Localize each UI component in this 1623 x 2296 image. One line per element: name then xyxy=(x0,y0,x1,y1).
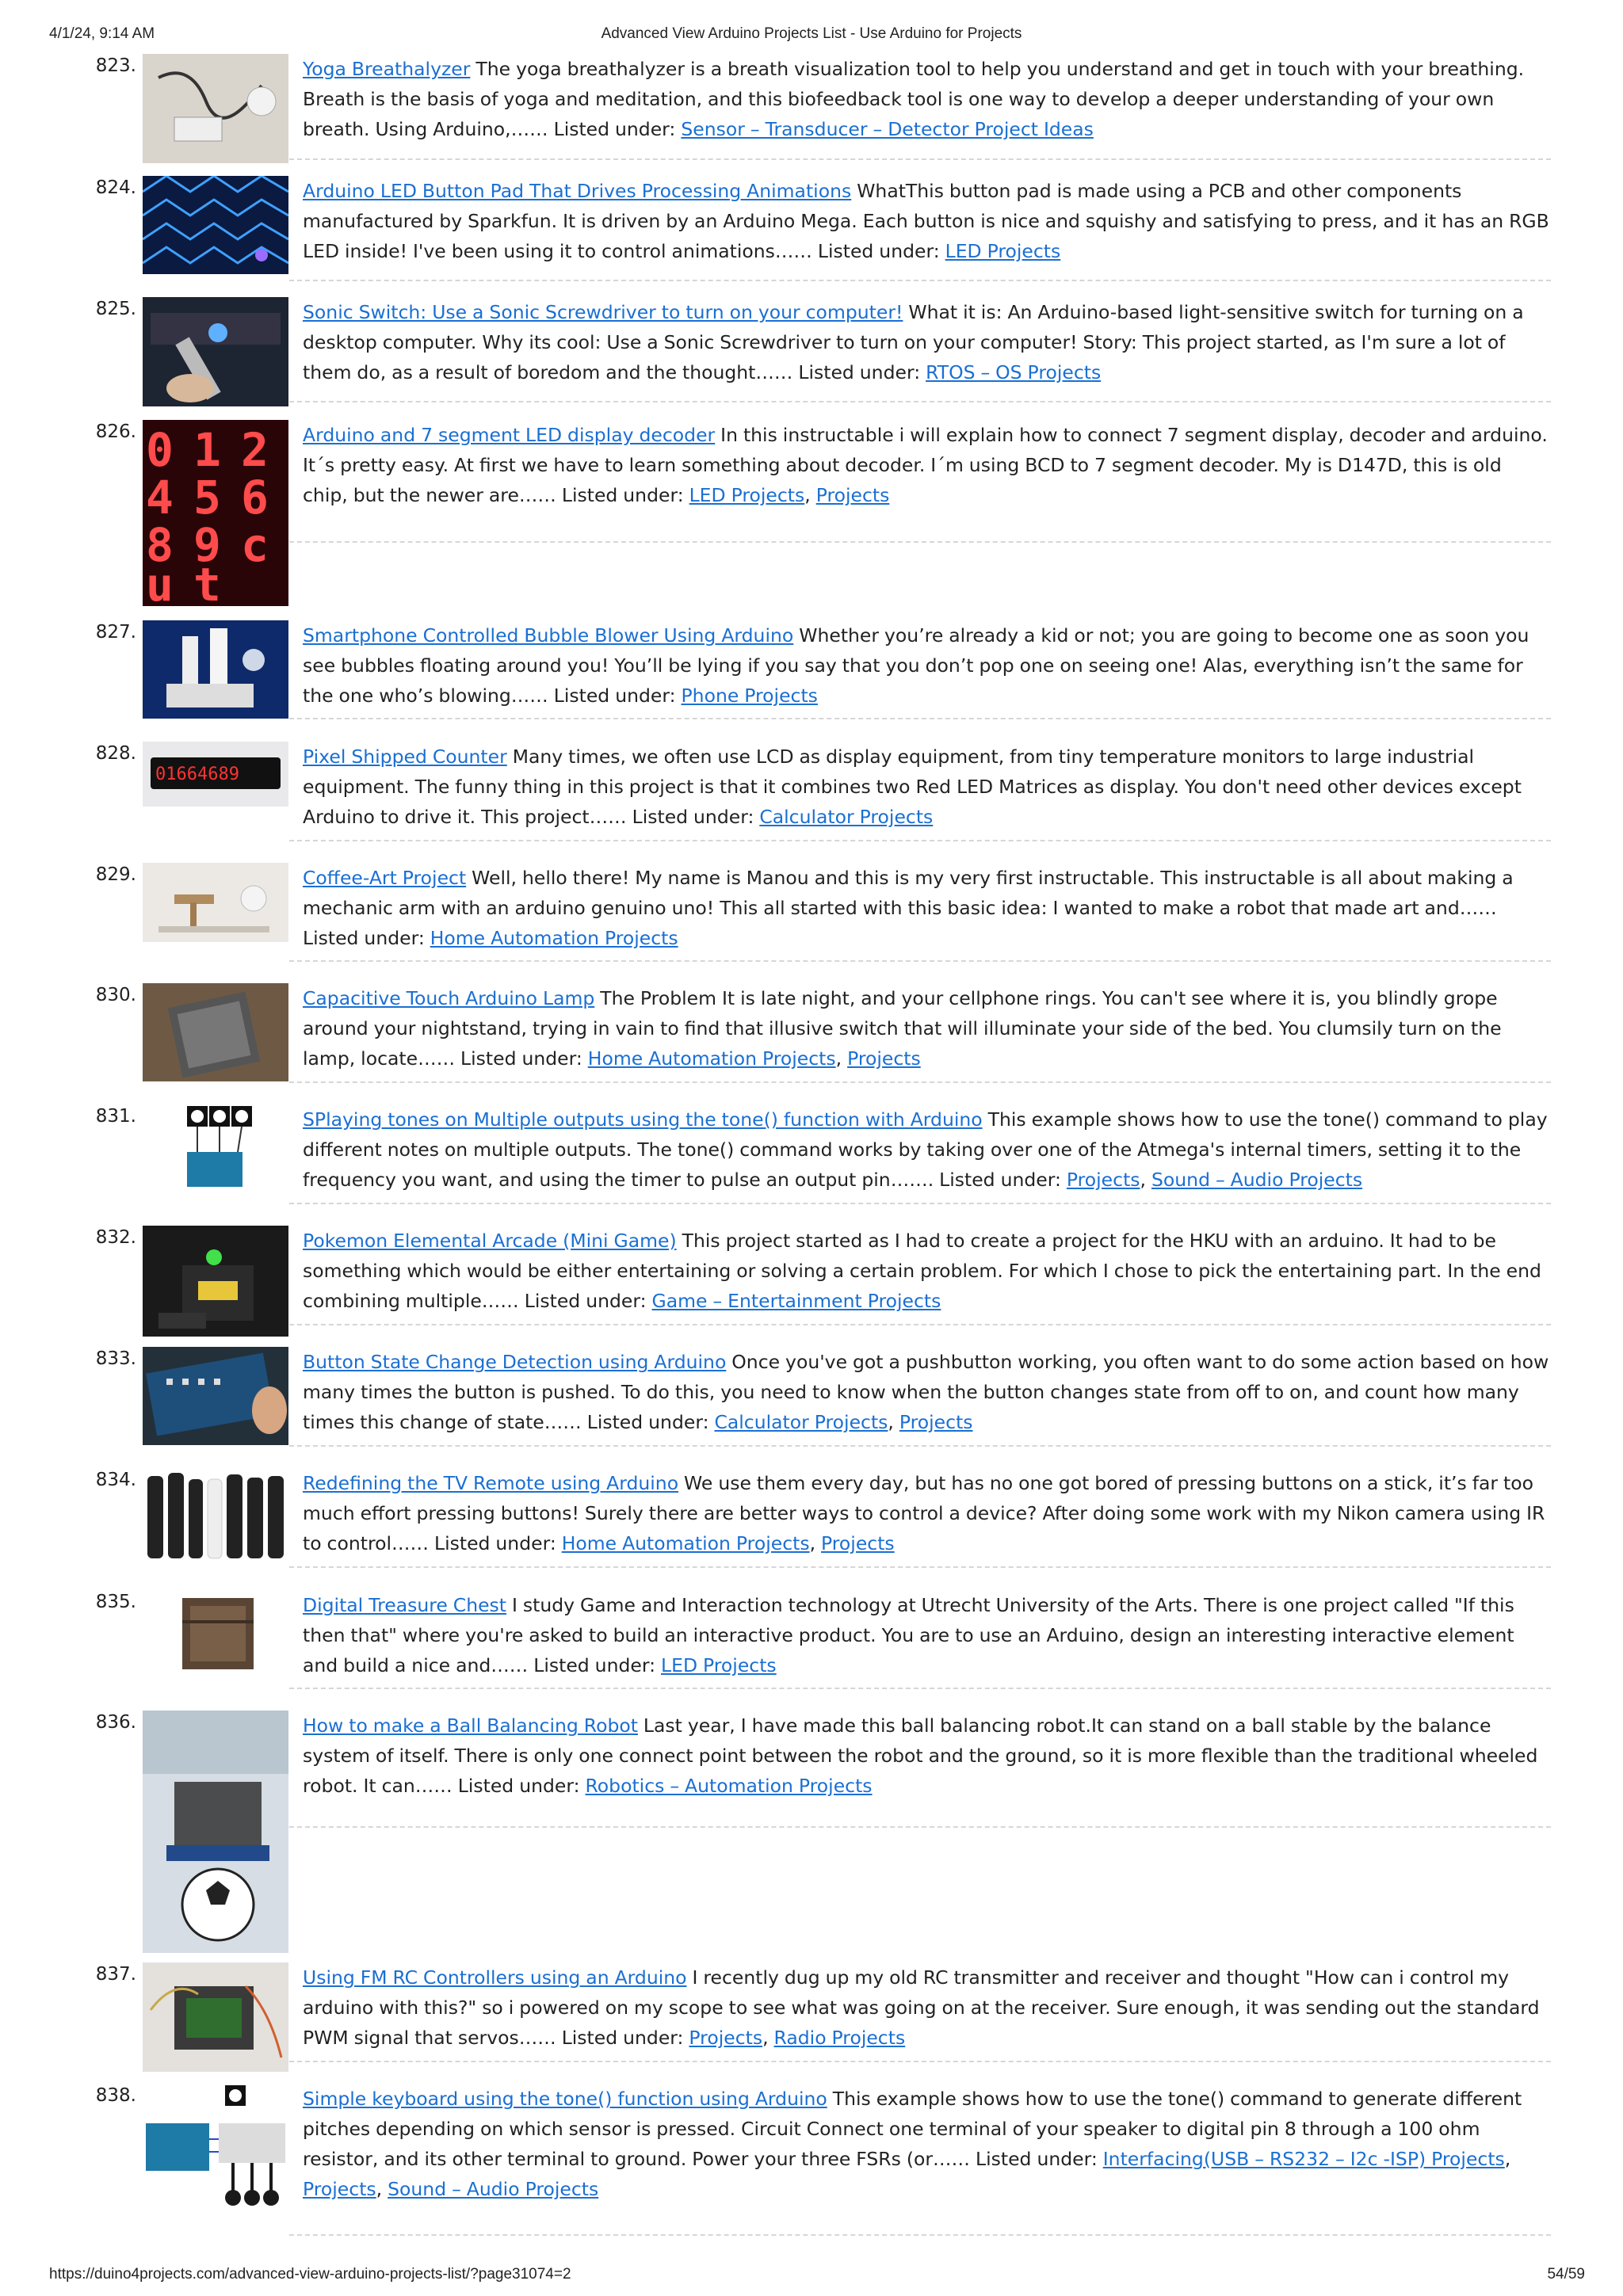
item-number: 829. xyxy=(95,864,136,885)
category-link[interactable]: Projects xyxy=(1066,1169,1140,1191)
item-text xyxy=(303,176,1551,266)
led-grid-photo-icon[interactable] xyxy=(143,176,288,274)
lamp-photo-icon[interactable] xyxy=(143,983,288,1081)
item-number: 836. xyxy=(95,1712,136,1733)
item-number: 831. xyxy=(95,1106,136,1127)
item-number: 828. xyxy=(95,743,136,764)
category-link[interactable]: Calculator Projects xyxy=(714,1411,888,1433)
row-divider xyxy=(289,1445,1551,1447)
item-text xyxy=(303,1104,1551,1195)
project-title-link[interactable]: Capacitive Touch Arduino Lamp xyxy=(303,987,595,1009)
project-title-link[interactable]: Using FM RC Controllers using an Arduino xyxy=(303,1966,687,1989)
svg-text:c: c xyxy=(241,518,269,572)
arcade-photo-icon[interactable] xyxy=(143,1226,288,1337)
item-number: 837. xyxy=(95,1964,136,1985)
category-link[interactable]: Home Automation Projects xyxy=(430,927,678,949)
item-text xyxy=(303,420,1551,510)
chest-photo-icon[interactable] xyxy=(143,1590,288,1677)
category-link[interactable]: Projects xyxy=(899,1411,973,1433)
category-separator: , xyxy=(809,1532,822,1554)
project-description: WhatThis button pad is made using a PCB and other components manufactured by Sparkfun. It is driven by an Arduino Mega. Each button is nice and squishy and satisfying to press, and it has an RGB LED inside! I've been using it to control animations…… Listed under: xyxy=(303,180,1549,262)
row-divider xyxy=(289,718,1551,719)
project-title-link[interactable]: Arduino and 7 segment LED display decoder xyxy=(303,424,716,446)
category-separator: , xyxy=(1504,2148,1511,2170)
led-counter-photo-icon[interactable] xyxy=(143,742,288,807)
svg-text:4: 4 xyxy=(146,471,174,524)
remotes-photo-icon[interactable] xyxy=(143,1468,288,1566)
coffee-arm-photo-icon[interactable] xyxy=(143,863,288,942)
project-title-link[interactable]: Arduino LED Button Pad That Drives Processing Animations xyxy=(303,180,852,202)
category-link[interactable]: Projects xyxy=(815,484,890,506)
row-divider xyxy=(289,158,1551,160)
project-description: I study Game and Interaction technology at Utrecht University of the Arts. There is one project called "If this then that" where you're asked to build an interactive product. You are to use an Arduino, design an interesting interactive element and build a nice and…… Listed under: xyxy=(303,1594,1514,1676)
category-link[interactable]: Projects xyxy=(821,1532,895,1554)
category-link[interactable]: Projects xyxy=(303,2178,376,2200)
project-description: This project started as I had to create a project for the HKU with an arduino. It had to be something which would be either entertaining or solving a certain problem. For which I chose to pick the entertaining part. In the end combining multiple…… Listed under: xyxy=(303,1230,1541,1312)
category-link[interactable]: Projects xyxy=(847,1047,921,1070)
print-url: https://duino4projects.com/advanced-view-arduino-projects-list/?page31074=2 xyxy=(49,2266,571,2283)
row-divider xyxy=(289,1203,1551,1204)
project-title-link[interactable]: SPlaying tones on Multiple outputs using the tone() function with Arduino xyxy=(303,1108,983,1131)
project-description: I recently dug up my old RC transmitter and receiver and thought "How can i control my arduino with this?" so i powered on my scope to see what was going on at the receiver. Sure enough, it was sending out the standard PWM signal that servos…… Listed under: xyxy=(303,1966,1540,2049)
row-divider xyxy=(289,541,1551,543)
category-separator: , xyxy=(888,1411,899,1433)
ball-robot-photo-icon[interactable] xyxy=(143,1711,288,1953)
item-number: 834. xyxy=(95,1470,136,1490)
project-description: Many times, we often use LCD as display equipment, from tiny temperature monitors to large industrial equipment. The funny thing in this project is that it combines two Red LED Matrices as display. You don't need other devices except Arduino to drive it. This project…… Listed under: xyxy=(303,746,1522,828)
category-link[interactable]: Home Automation Projects xyxy=(561,1532,810,1554)
project-title-link[interactable]: Sonic Switch: Use a Sonic Screwdriver to turn on your computer! xyxy=(303,301,903,323)
item-text xyxy=(303,983,1551,1074)
print-page-number: 54/59 xyxy=(1547,2266,1585,2283)
category-link[interactable]: LED Projects xyxy=(945,240,1061,262)
keyboard-circuit-diagram-icon[interactable] xyxy=(143,2084,288,2210)
category-separator: , xyxy=(835,1047,848,1070)
svg-text:01664689: 01664689 xyxy=(155,765,239,784)
svg-text:2: 2 xyxy=(241,423,269,477)
svg-text:5: 5 xyxy=(193,471,221,524)
category-link[interactable]: Sound – Audio Projects xyxy=(388,2178,599,2200)
category-link[interactable]: Phone Projects xyxy=(681,685,818,707)
item-number: 823. xyxy=(95,55,136,76)
item-text xyxy=(303,1711,1551,1801)
category-link[interactable]: Radio Projects xyxy=(773,2027,906,2049)
project-description: Last year, I have made this ball balancing robot.It can stand on a ball stable by the balance system of itself. There is only one connect point between the robot and the ground, so it is more flexible than the traditional wheeled robot. It can…… Listed under: xyxy=(303,1714,1538,1797)
speakers-diagram-icon[interactable] xyxy=(143,1104,288,1192)
category-link[interactable]: Home Automation Projects xyxy=(587,1047,836,1070)
category-separator: , xyxy=(1140,1169,1151,1191)
svg-text:u: u xyxy=(146,558,174,606)
row-divider xyxy=(289,2061,1551,2062)
item-number: 832. xyxy=(95,1227,136,1248)
project-description: The yoga breathalyzer is a breath visualization tool to help you understand and get in touch with your breathing. Breath is the basis of yoga and meditation, and this biofeedback tool is one way to develop a deeper understanding of your own breath. Using Arduino,…… Listed under: xyxy=(303,58,1525,140)
row-divider xyxy=(289,280,1551,281)
item-number: 827. xyxy=(95,622,136,643)
breadboard-photo-icon[interactable] xyxy=(143,1347,288,1445)
project-description: We use them every day, but has no one got bored of pressing buttons on a stick, it’s far too much effort pressing buttons! Surely there are better ways to control a device? After doing some work with my Nikon camera using IR to control…… Listed under: xyxy=(303,1472,1545,1554)
svg-text:t: t xyxy=(193,558,221,606)
category-link[interactable]: Robotics – Automation Projects xyxy=(585,1775,873,1797)
project-description: This example shows how to use the tone() command to play different notes on multiple outputs. The tone() command works by taking over one of the Atmega's internal timers, setting it to the frequency you want, and using the timer to pulse an output pin……. Listed under: xyxy=(303,1108,1548,1191)
category-link[interactable]: RTOS – OS Projects xyxy=(926,361,1102,383)
category-separator: , xyxy=(762,2027,774,2049)
item-text xyxy=(303,1962,1551,2053)
category-link[interactable]: Sound – Audio Projects xyxy=(1151,1169,1363,1191)
svg-text:9: 9 xyxy=(193,518,221,572)
item-text xyxy=(303,620,1551,711)
svg-text:8: 8 xyxy=(146,518,174,572)
rc-receiver-photo-icon[interactable] xyxy=(143,1962,288,2072)
item-text xyxy=(303,2084,1551,2204)
row-divider xyxy=(289,1688,1551,1689)
project-description: In this instructable i will explain how to connect 7 segment display, decoder and arduino. It´s pretty easy. At first we have to learn something about decoder. I´m using BCD to 7 segment decoder. My is D147D, this is old chip, but the newer are…… Listed under: xyxy=(303,424,1548,506)
item-number: 830. xyxy=(95,985,136,1005)
item-number: 835. xyxy=(95,1592,136,1612)
project-description: Once you've got a pushbutton working, you often want to do some action based on how many times the button is pushed. To do this, you need to know when the button changes state from off to on, and count how many times this change of state…… Listed under: xyxy=(303,1351,1549,1433)
project-title-link[interactable]: Simple keyboard using the tone() function using Arduino xyxy=(303,2088,827,2110)
project-title-link[interactable]: Coffee-Art Project xyxy=(303,867,467,889)
item-text xyxy=(303,863,1551,953)
category-link[interactable]: LED Projects xyxy=(661,1654,777,1676)
project-title-link[interactable]: Pokemon Elemental Arcade (Mini Game) xyxy=(303,1230,677,1252)
item-text xyxy=(303,54,1551,144)
item-text xyxy=(303,1590,1551,1680)
category-separator: , xyxy=(376,2178,388,2200)
project-title-link[interactable]: Smartphone Controlled Bubble Blower Using Arduino xyxy=(303,624,794,646)
row-divider xyxy=(289,1826,1551,1828)
project-description: Well, hello there! My name is Manou and this is my very first instructable. This instructable is all about making a mechanic arm with an arduino genuino uno! This all started with this basic idea: I wanted to make a robot that made art and…… Listed under: xyxy=(303,867,1514,949)
row-divider xyxy=(289,401,1551,402)
project-description: This example shows how to use the tone() command to generate different pitches depending on which sensor is pressed. Circuit Connect one terminal of your speaker to digital pin 8 through a 100 ohm resistor, and its other terminal to ground. Power your three FSRs (or…… Listed under: xyxy=(303,2088,1522,2170)
row-divider xyxy=(289,2234,1551,2236)
category-link[interactable]: Interfacing(USB – RS232 – I2c -ISP) Projects xyxy=(1102,2148,1505,2170)
screwdriver-photo-icon[interactable] xyxy=(143,297,288,406)
category-link[interactable]: Calculator Projects xyxy=(759,806,934,828)
item-text xyxy=(303,1226,1551,1316)
svg-text:0: 0 xyxy=(146,423,174,477)
print-footer xyxy=(0,2266,1623,2290)
project-title-link[interactable]: Redefining the TV Remote using Arduino xyxy=(303,1472,679,1494)
category-link[interactable]: Game – Entertainment Projects xyxy=(651,1290,941,1312)
project-title-link[interactable]: Pixel Shipped Counter xyxy=(303,746,507,768)
breathalyzer-photo-icon[interactable] xyxy=(143,54,288,163)
svg-text:6: 6 xyxy=(241,471,269,524)
item-text xyxy=(303,742,1551,832)
category-link[interactable]: LED Projects xyxy=(689,484,805,506)
print-page-title: Advanced View Arduino Projects List - Use Arduino for Projects xyxy=(601,25,1022,42)
project-title-link[interactable]: Digital Treasure Chest xyxy=(303,1594,507,1616)
project-description: The Problem It is late night, and your cellphone rings. You can't see where it is, you blindly grope around your nightstand, trying in vain to find that illusive switch that will illuminate your side of the bed. You clumsily turn on the lamp, locate…… Listed under: xyxy=(303,987,1502,1070)
item-number: 838. xyxy=(95,2085,136,2106)
item-text xyxy=(303,1347,1551,1437)
project-title-link[interactable]: Button State Change Detection using Arduino xyxy=(303,1351,727,1373)
category-link[interactable]: Sensor – Transducer – Detector Project Ideas xyxy=(681,118,1094,140)
project-description: Whether you’re already a kid or not; you are going to become one as soon you see bubbles floating around you! You’ll be lying if you say that you don’t pop one on seeing one! Alas, everything isn’t the same for the one who’s blowing…… Listed under: xyxy=(303,624,1529,707)
svg-text:1: 1 xyxy=(193,423,221,477)
print-date: 4/1/24, 9:14 AM xyxy=(49,25,155,42)
bubble-blower-photo-icon[interactable] xyxy=(143,620,288,719)
row-divider xyxy=(289,960,1551,962)
project-title-link[interactable]: How to make a Ball Balancing Robot xyxy=(303,1714,638,1737)
category-link[interactable]: Projects xyxy=(689,2027,763,2049)
row-divider xyxy=(289,1081,1551,1083)
item-text xyxy=(303,297,1551,387)
item-number: 825. xyxy=(95,299,136,319)
row-divider xyxy=(289,1566,1551,1568)
item-number: 833. xyxy=(95,1348,136,1369)
item-number: 826. xyxy=(95,421,136,442)
seven-segment-photo-icon[interactable] xyxy=(143,420,288,606)
project-description: What it is: An Arduino-based light-sensitive switch for turning on a desktop computer. Why its cool: Use a Sonic Screwdriver to turn on your computer! Story: This project started, as I'm sure a lot of them do, as a result of boredom and the thought…… Listed under: xyxy=(303,301,1524,383)
row-divider xyxy=(289,840,1551,841)
item-number: 824. xyxy=(95,177,136,198)
item-text xyxy=(303,1468,1551,1558)
row-divider xyxy=(289,1324,1551,1325)
project-title-link[interactable]: Yoga Breathalyzer xyxy=(303,58,471,80)
category-separator: , xyxy=(804,484,816,506)
